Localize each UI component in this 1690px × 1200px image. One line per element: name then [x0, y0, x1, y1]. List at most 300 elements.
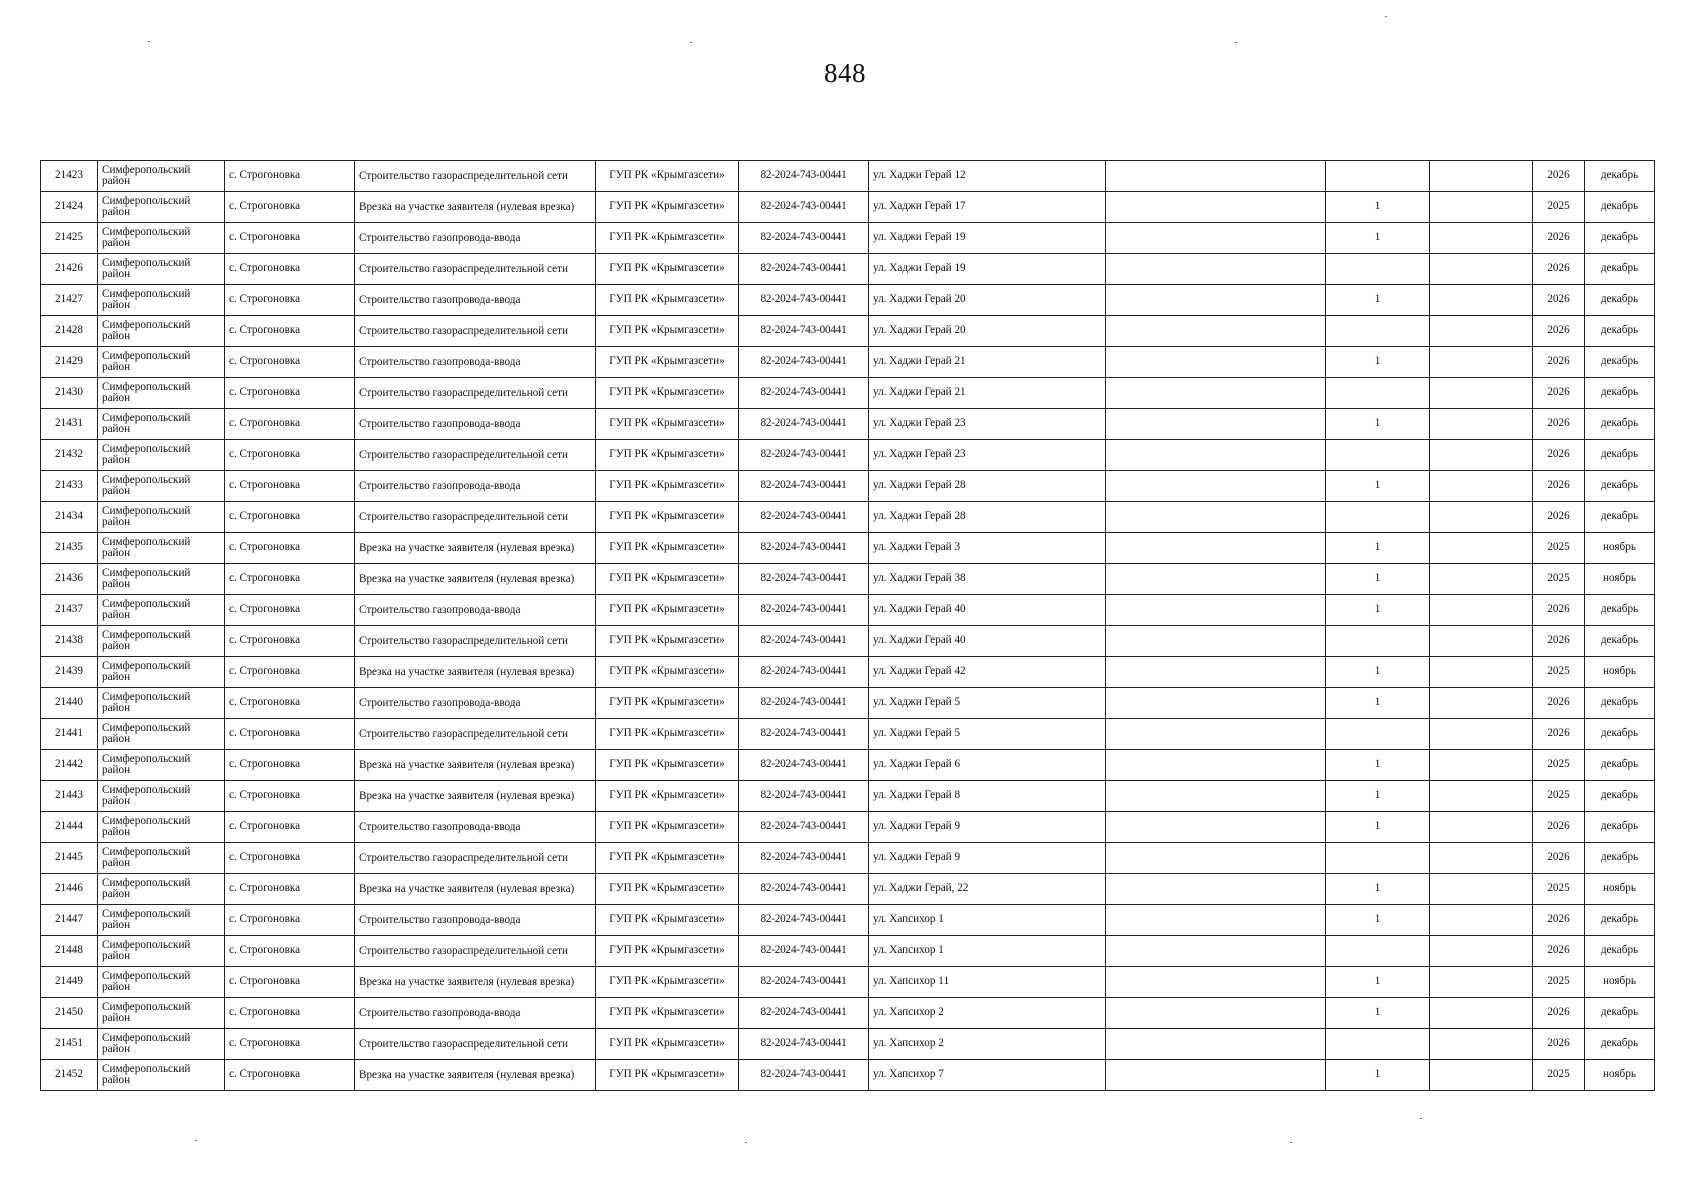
program-code-cell: 82-2024-743-00441 — [739, 533, 869, 564]
program-code-cell: 82-2024-743-00441 — [739, 750, 869, 781]
year-cell: 2026 — [1533, 626, 1585, 657]
year-cell: 2025 — [1533, 750, 1585, 781]
empty-cell — [1430, 843, 1533, 874]
row-number-cell: 21425 — [41, 223, 98, 254]
address-cell: ул. Хаджи Герай 42 — [869, 657, 1106, 688]
table-row — [41, 192, 1655, 223]
district-cell: Симферопольский район — [98, 223, 225, 254]
district-cell: Симферопольский район — [98, 874, 225, 905]
table-row — [41, 223, 1655, 254]
address-cell: ул. Хаджи Герай 20 — [869, 316, 1106, 347]
empty-cell — [1106, 378, 1326, 409]
program-code-cell: 82-2024-743-00441 — [739, 409, 869, 440]
empty-cell — [1430, 626, 1533, 657]
year-cell: 2026 — [1533, 843, 1585, 874]
program-code-cell: 82-2024-743-00441 — [739, 967, 869, 998]
work-type-cell: Врезка на участке заявителя (нулевая врезка) — [355, 967, 596, 998]
row-number-cell: 21424 — [41, 192, 98, 223]
year-cell: 2026 — [1533, 905, 1585, 936]
district-cell: Симферопольский район — [98, 409, 225, 440]
address-cell: ул. Хапсихор 1 — [869, 905, 1106, 936]
district-cell: Симферопольский район — [98, 812, 225, 843]
address-cell: ул. Хаджи Герай 21 — [869, 347, 1106, 378]
row-number-cell: 21426 — [41, 254, 98, 285]
count-cell: 1 — [1326, 750, 1430, 781]
address-cell: ул. Хаджи Герай 9 — [869, 843, 1106, 874]
table-row — [41, 967, 1655, 998]
organization-cell: ГУП РК «Крымгазсети» — [596, 285, 739, 316]
year-cell: 2026 — [1533, 1029, 1585, 1060]
month-cell: декабрь — [1585, 936, 1655, 967]
organization-cell: ГУП РК «Крымгазсети» — [596, 812, 739, 843]
empty-cell — [1430, 1029, 1533, 1060]
organization-cell: ГУП РК «Крымгазсети» — [596, 347, 739, 378]
table-row — [41, 781, 1655, 812]
row-number-cell: 21438 — [41, 626, 98, 657]
organization-cell: ГУП РК «Крымгазсети» — [596, 378, 739, 409]
settlement-cell: с. Строгоновка — [225, 812, 355, 843]
address-cell: ул. Хаджи Герай 21 — [869, 378, 1106, 409]
organization-cell: ГУП РК «Крымгазсети» — [596, 595, 739, 626]
empty-cell — [1106, 750, 1326, 781]
address-cell: ул. Хаджи Герай 5 — [869, 688, 1106, 719]
program-code-cell: 82-2024-743-00441 — [739, 161, 869, 192]
address-cell: ул. Хапсихор 11 — [869, 967, 1106, 998]
organization-cell: ГУП РК «Крымгазсети» — [596, 471, 739, 502]
table-row — [41, 254, 1655, 285]
work-type-cell: Строительство газопровода-ввода — [355, 347, 596, 378]
empty-cell — [1430, 347, 1533, 378]
empty-cell — [1430, 378, 1533, 409]
settlement-cell: с. Строгоновка — [225, 595, 355, 626]
empty-cell — [1106, 161, 1326, 192]
count-cell: 1 — [1326, 1060, 1430, 1091]
empty-cell — [1430, 688, 1533, 719]
table-row — [41, 285, 1655, 316]
program-code-cell: 82-2024-743-00441 — [739, 626, 869, 657]
empty-cell — [1106, 409, 1326, 440]
work-type-cell: Врезка на участке заявителя (нулевая врезка) — [355, 874, 596, 905]
work-type-cell: Строительство газопровода-ввода — [355, 688, 596, 719]
month-cell: декабрь — [1585, 688, 1655, 719]
empty-cell — [1106, 347, 1326, 378]
row-number-cell: 21423 — [41, 161, 98, 192]
count-cell: 1 — [1326, 905, 1430, 936]
district-cell: Симферопольский район — [98, 967, 225, 998]
district-cell: Симферопольский район — [98, 750, 225, 781]
work-type-cell: Строительство газораспределительной сети — [355, 440, 596, 471]
row-number-cell: 21446 — [41, 874, 98, 905]
empty-cell — [1106, 719, 1326, 750]
district-cell: Симферопольский район — [98, 285, 225, 316]
month-cell: декабрь — [1585, 223, 1655, 254]
year-cell: 2026 — [1533, 936, 1585, 967]
district-cell: Симферопольский район — [98, 936, 225, 967]
month-cell: декабрь — [1585, 1029, 1655, 1060]
table-row — [41, 161, 1655, 192]
year-cell: 2026 — [1533, 812, 1585, 843]
table-row — [41, 502, 1655, 533]
empty-cell — [1106, 533, 1326, 564]
program-code-cell: 82-2024-743-00441 — [739, 998, 869, 1029]
district-cell: Симферопольский район — [98, 657, 225, 688]
scan-speck — [1420, 1118, 1422, 1119]
address-cell: ул. Хаджи Герай, 22 — [869, 874, 1106, 905]
count-cell — [1326, 161, 1430, 192]
program-code-cell: 82-2024-743-00441 — [739, 1029, 869, 1060]
district-cell: Симферопольский район — [98, 471, 225, 502]
address-cell: ул. Хаджи Герай 17 — [869, 192, 1106, 223]
row-number-cell: 21450 — [41, 998, 98, 1029]
settlement-cell: с. Строгоновка — [225, 440, 355, 471]
empty-cell — [1106, 254, 1326, 285]
table-row — [41, 409, 1655, 440]
row-number-cell: 21439 — [41, 657, 98, 688]
work-type-cell: Строительство газораспределительной сети — [355, 719, 596, 750]
work-type-cell: Врезка на участке заявителя (нулевая врезка) — [355, 781, 596, 812]
organization-cell: ГУП РК «Крымгазсети» — [596, 936, 739, 967]
organization-cell: ГУП РК «Крымгазсети» — [596, 409, 739, 440]
district-cell: Симферопольский район — [98, 347, 225, 378]
settlement-cell: с. Строгоновка — [225, 1029, 355, 1060]
table-row — [41, 626, 1655, 657]
count-cell: 1 — [1326, 564, 1430, 595]
settlement-cell: с. Строгоновка — [225, 316, 355, 347]
organization-cell: ГУП РК «Крымгазсети» — [596, 533, 739, 564]
count-cell: 1 — [1326, 471, 1430, 502]
organization-cell: ГУП РК «Крымгазсети» — [596, 440, 739, 471]
work-type-cell: Строительство газораспределительной сети — [355, 378, 596, 409]
program-code-cell: 82-2024-743-00441 — [739, 936, 869, 967]
year-cell: 2025 — [1533, 533, 1585, 564]
table-row — [41, 657, 1655, 688]
count-cell — [1326, 936, 1430, 967]
organization-cell: ГУП РК «Крымгазсети» — [596, 254, 739, 285]
program-code-cell: 82-2024-743-00441 — [739, 471, 869, 502]
count-cell — [1326, 254, 1430, 285]
program-code-cell: 82-2024-743-00441 — [739, 812, 869, 843]
row-number-cell: 21443 — [41, 781, 98, 812]
month-cell: декабрь — [1585, 502, 1655, 533]
settlement-cell: с. Строгоновка — [225, 688, 355, 719]
month-cell: ноябрь — [1585, 874, 1655, 905]
address-cell: ул. Хаджи Герай 38 — [869, 564, 1106, 595]
year-cell: 2026 — [1533, 347, 1585, 378]
year-cell: 2026 — [1533, 161, 1585, 192]
count-cell — [1326, 1029, 1430, 1060]
count-cell — [1326, 378, 1430, 409]
empty-cell — [1106, 874, 1326, 905]
district-cell: Симферопольский район — [98, 1029, 225, 1060]
settlement-cell: с. Строгоновка — [225, 378, 355, 409]
program-code-cell: 82-2024-743-00441 — [739, 192, 869, 223]
table-row — [41, 688, 1655, 719]
program-code-cell: 82-2024-743-00441 — [739, 688, 869, 719]
count-cell: 1 — [1326, 998, 1430, 1029]
row-number-cell: 21440 — [41, 688, 98, 719]
empty-cell — [1430, 285, 1533, 316]
work-type-cell: Строительство газораспределительной сети — [355, 843, 596, 874]
year-cell: 2025 — [1533, 1060, 1585, 1091]
row-number-cell: 21451 — [41, 1029, 98, 1060]
address-cell: ул. Хаджи Герай 40 — [869, 626, 1106, 657]
year-cell: 2026 — [1533, 223, 1585, 254]
month-cell: ноябрь — [1585, 967, 1655, 998]
count-cell — [1326, 719, 1430, 750]
month-cell: декабрь — [1585, 192, 1655, 223]
empty-cell — [1430, 750, 1533, 781]
year-cell: 2026 — [1533, 595, 1585, 626]
organization-cell: ГУП РК «Крымгазсети» — [596, 874, 739, 905]
empty-cell — [1430, 254, 1533, 285]
count-cell: 1 — [1326, 688, 1430, 719]
count-cell: 1 — [1326, 223, 1430, 254]
address-cell: ул. Хаджи Герай 28 — [869, 471, 1106, 502]
row-number-cell: 21433 — [41, 471, 98, 502]
year-cell: 2025 — [1533, 192, 1585, 223]
year-cell: 2025 — [1533, 781, 1585, 812]
empty-cell — [1430, 161, 1533, 192]
work-type-cell: Строительство газораспределительной сети — [355, 1029, 596, 1060]
empty-cell — [1106, 781, 1326, 812]
address-cell: ул. Хаджи Герай 28 — [869, 502, 1106, 533]
scan-speck — [1235, 42, 1237, 43]
settlement-cell: с. Строгоновка — [225, 657, 355, 688]
month-cell: декабрь — [1585, 750, 1655, 781]
settlement-cell: с. Строгоновка — [225, 285, 355, 316]
address-cell: ул. Хаджи Герай 9 — [869, 812, 1106, 843]
empty-cell — [1106, 564, 1326, 595]
district-cell: Симферопольский район — [98, 564, 225, 595]
address-cell: ул. Хаджи Герай 6 — [869, 750, 1106, 781]
empty-cell — [1430, 905, 1533, 936]
empty-cell — [1106, 502, 1326, 533]
table-row — [41, 905, 1655, 936]
scan-speck — [148, 41, 150, 42]
month-cell: ноябрь — [1585, 1060, 1655, 1091]
year-cell: 2026 — [1533, 719, 1585, 750]
program-code-cell: 82-2024-743-00441 — [739, 440, 869, 471]
row-number-cell: 21447 — [41, 905, 98, 936]
month-cell: декабрь — [1585, 781, 1655, 812]
year-cell: 2026 — [1533, 409, 1585, 440]
table-row — [41, 564, 1655, 595]
year-cell: 2026 — [1533, 285, 1585, 316]
empty-cell — [1106, 440, 1326, 471]
program-code-cell: 82-2024-743-00441 — [739, 502, 869, 533]
empty-cell — [1106, 223, 1326, 254]
work-type-cell: Врезка на участке заявителя (нулевая врезка) — [355, 564, 596, 595]
settlement-cell: с. Строгоновка — [225, 1060, 355, 1091]
settlement-cell: с. Строгоновка — [225, 626, 355, 657]
row-number-cell: 21445 — [41, 843, 98, 874]
count-cell: 1 — [1326, 812, 1430, 843]
count-cell — [1326, 440, 1430, 471]
table-row — [41, 595, 1655, 626]
settlement-cell: с. Строгоновка — [225, 409, 355, 440]
program-code-cell: 82-2024-743-00441 — [739, 905, 869, 936]
district-cell: Симферопольский район — [98, 998, 225, 1029]
month-cell: ноябрь — [1585, 533, 1655, 564]
empty-cell — [1430, 533, 1533, 564]
organization-cell: ГУП РК «Крымгазсети» — [596, 719, 739, 750]
year-cell: 2025 — [1533, 874, 1585, 905]
organization-cell: ГУП РК «Крымгазсети» — [596, 781, 739, 812]
program-code-cell: 82-2024-743-00441 — [739, 781, 869, 812]
empty-cell — [1430, 409, 1533, 440]
scan-speck — [1290, 1142, 1292, 1143]
table-row — [41, 812, 1655, 843]
empty-cell — [1106, 626, 1326, 657]
district-cell: Симферопольский район — [98, 440, 225, 471]
program-code-cell: 82-2024-743-00441 — [739, 843, 869, 874]
organization-cell: ГУП РК «Крымгазсети» — [596, 161, 739, 192]
district-cell: Симферопольский район — [98, 905, 225, 936]
settlement-cell: с. Строгоновка — [225, 347, 355, 378]
settlement-cell: с. Строгоновка — [225, 998, 355, 1029]
empty-cell — [1106, 688, 1326, 719]
table-row — [41, 1029, 1655, 1060]
empty-cell — [1430, 719, 1533, 750]
table-row — [41, 843, 1655, 874]
empty-cell — [1106, 285, 1326, 316]
month-cell: декабрь — [1585, 719, 1655, 750]
empty-cell — [1106, 192, 1326, 223]
table-row — [41, 936, 1655, 967]
work-type-cell: Врезка на участке заявителя (нулевая врезка) — [355, 192, 596, 223]
empty-cell — [1430, 595, 1533, 626]
district-cell: Симферопольский район — [98, 843, 225, 874]
row-number-cell: 21452 — [41, 1060, 98, 1091]
organization-cell: ГУП РК «Крымгазсети» — [596, 657, 739, 688]
row-number-cell: 21431 — [41, 409, 98, 440]
table-row — [41, 1060, 1655, 1091]
organization-cell: ГУП РК «Крымгазсети» — [596, 750, 739, 781]
address-cell: ул. Хаджи Герай 20 — [869, 285, 1106, 316]
empty-cell — [1430, 1060, 1533, 1091]
count-cell: 1 — [1326, 967, 1430, 998]
month-cell: декабрь — [1585, 812, 1655, 843]
program-code-cell: 82-2024-743-00441 — [739, 595, 869, 626]
month-cell: декабрь — [1585, 409, 1655, 440]
table-row — [41, 316, 1655, 347]
empty-cell — [1106, 905, 1326, 936]
work-type-cell: Строительство газопровода-ввода — [355, 812, 596, 843]
work-type-cell: Строительство газораспределительной сети — [355, 161, 596, 192]
count-cell — [1326, 316, 1430, 347]
month-cell: декабрь — [1585, 626, 1655, 657]
program-code-cell: 82-2024-743-00441 — [739, 316, 869, 347]
district-cell: Симферопольский район — [98, 254, 225, 285]
row-number-cell: 21444 — [41, 812, 98, 843]
count-cell — [1326, 502, 1430, 533]
address-cell: ул. Хаджи Герай 19 — [869, 254, 1106, 285]
object-table — [40, 160, 1655, 1091]
count-cell — [1326, 626, 1430, 657]
year-cell: 2026 — [1533, 316, 1585, 347]
work-type-cell: Строительство газораспределительной сети — [355, 254, 596, 285]
work-type-cell: Врезка на участке заявителя (нулевая врезка) — [355, 750, 596, 781]
empty-cell — [1430, 440, 1533, 471]
district-cell: Симферопольский район — [98, 719, 225, 750]
row-number-cell: 21432 — [41, 440, 98, 471]
settlement-cell: с. Строгоновка — [225, 719, 355, 750]
year-cell: 2026 — [1533, 440, 1585, 471]
work-type-cell: Строительство газопровода-ввода — [355, 595, 596, 626]
program-code-cell: 82-2024-743-00441 — [739, 719, 869, 750]
organization-cell: ГУП РК «Крымгазсети» — [596, 223, 739, 254]
district-cell: Симферопольский район — [98, 316, 225, 347]
work-type-cell: Строительство газораспределительной сети — [355, 626, 596, 657]
district-cell: Симферопольский район — [98, 1060, 225, 1091]
count-cell: 1 — [1326, 192, 1430, 223]
program-code-cell: 82-2024-743-00441 — [739, 254, 869, 285]
empty-cell — [1106, 1029, 1326, 1060]
organization-cell: ГУП РК «Крымгазсети» — [596, 502, 739, 533]
row-number-cell: 21429 — [41, 347, 98, 378]
organization-cell: ГУП РК «Крымгазсети» — [596, 688, 739, 719]
district-cell: Симферопольский район — [98, 502, 225, 533]
empty-cell — [1430, 471, 1533, 502]
count-cell — [1326, 843, 1430, 874]
count-cell: 1 — [1326, 347, 1430, 378]
month-cell: декабрь — [1585, 905, 1655, 936]
table-body — [41, 161, 1655, 1091]
empty-cell — [1106, 936, 1326, 967]
empty-cell — [1430, 657, 1533, 688]
row-number-cell: 21428 — [41, 316, 98, 347]
row-number-cell: 21449 — [41, 967, 98, 998]
district-cell: Симферопольский район — [98, 781, 225, 812]
organization-cell: ГУП РК «Крымгазсети» — [596, 316, 739, 347]
organization-cell: ГУП РК «Крымгазсети» — [596, 626, 739, 657]
year-cell: 2026 — [1533, 688, 1585, 719]
row-number-cell: 21437 — [41, 595, 98, 626]
work-type-cell: Строительство газопровода-ввода — [355, 409, 596, 440]
table-row — [41, 440, 1655, 471]
empty-cell — [1430, 781, 1533, 812]
month-cell: декабрь — [1585, 843, 1655, 874]
month-cell: ноябрь — [1585, 657, 1655, 688]
empty-cell — [1430, 936, 1533, 967]
row-number-cell: 21448 — [41, 936, 98, 967]
work-type-cell: Врезка на участке заявителя (нулевая врезка) — [355, 657, 596, 688]
scan-speck — [195, 1140, 197, 1141]
count-cell: 1 — [1326, 533, 1430, 564]
work-type-cell: Строительство газопровода-ввода — [355, 998, 596, 1029]
month-cell: декабрь — [1585, 254, 1655, 285]
row-number-cell: 21435 — [41, 533, 98, 564]
settlement-cell: с. Строгоновка — [225, 874, 355, 905]
table-row — [41, 998, 1655, 1029]
address-cell: ул. Хаджи Герай 3 — [869, 533, 1106, 564]
count-cell: 1 — [1326, 409, 1430, 440]
district-cell: Симферопольский район — [98, 626, 225, 657]
row-number-cell: 21434 — [41, 502, 98, 533]
year-cell: 2025 — [1533, 564, 1585, 595]
scan-speck — [1385, 16, 1387, 17]
year-cell: 2026 — [1533, 998, 1585, 1029]
address-cell: ул. Хаджи Герай 5 — [869, 719, 1106, 750]
table-row — [41, 347, 1655, 378]
count-cell: 1 — [1326, 781, 1430, 812]
row-number-cell: 21430 — [41, 378, 98, 409]
row-number-cell: 21436 — [41, 564, 98, 595]
address-cell: ул. Хапсихор 7 — [869, 1060, 1106, 1091]
empty-cell — [1430, 223, 1533, 254]
work-type-cell: Строительство газопровода-ввода — [355, 471, 596, 502]
empty-cell — [1106, 843, 1326, 874]
